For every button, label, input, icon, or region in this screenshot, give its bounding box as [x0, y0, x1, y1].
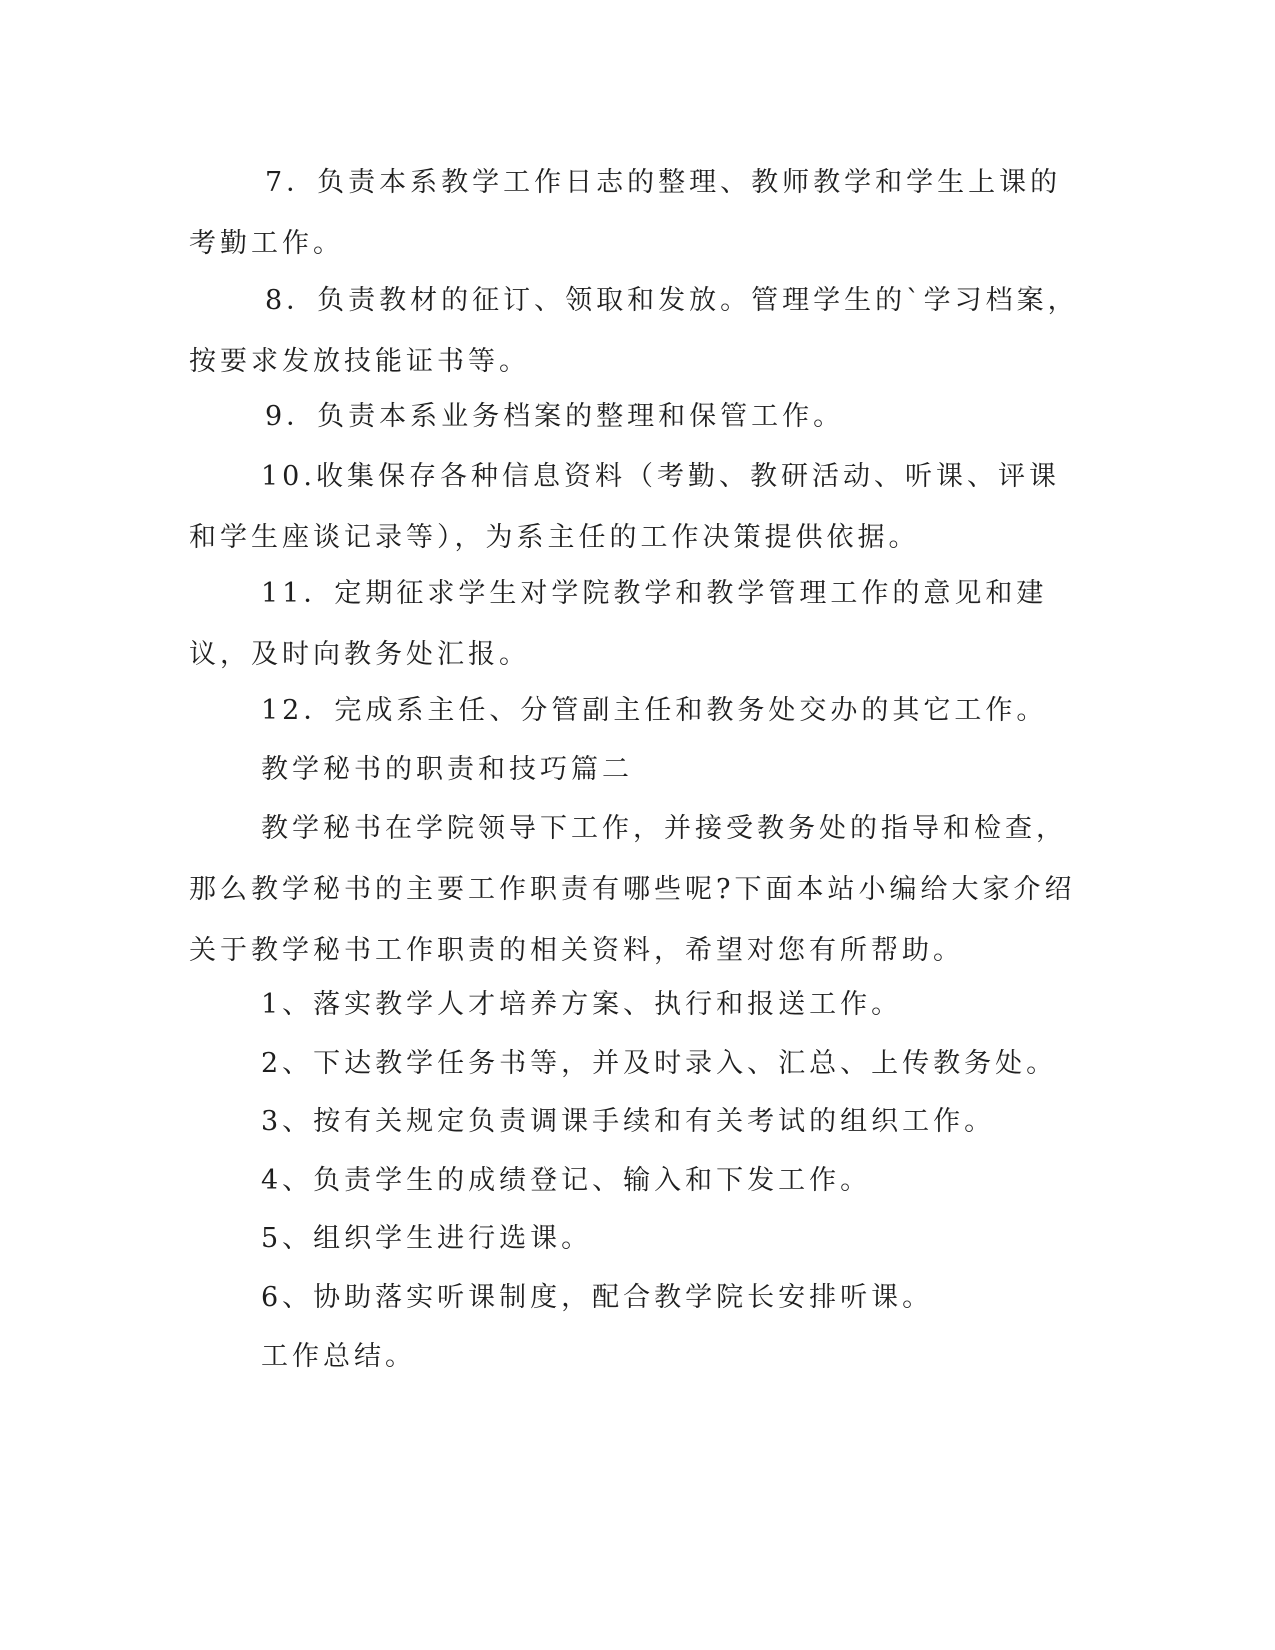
duty-item-5: 5、组织学生进行选课。: [261, 1223, 593, 1254]
duty-item-6: 6、协助落实听课制度，配合教学院长安排听课。: [261, 1282, 934, 1313]
duty-item-3: 3、按有关规定负责调课手续和有关考试的组织工作。: [261, 1106, 996, 1137]
paragraph-item-10: 10.收集保存各种信息资料（考勤、教研活动、听课、评课和学生座谈记录等），为系主任的工作决策提供依据。: [189, 461, 1060, 553]
closing-line: 工作总结。: [261, 1341, 416, 1372]
paragraph-item-12: 12．完成系主任、分管副主任和教务处交办的其它工作。: [261, 695, 1048, 726]
paragraph-item-8: 8．负责教材的征订、领取和发放。管理学生的`学习档案，按要求发放技能证书等。: [189, 285, 1079, 377]
paragraph-item-7: 7．负责本系教学工作日志的整理、教师教学和学生上课的考勤工作。: [189, 167, 1062, 259]
intro-paragraph: 教学秘书在学院领导下工作，并接受教务处的指导和检查，那么教学秘书的主要工作职责有哪些呢?下面本站小编给大家介绍关于教学秘书工作职责的相关资料，希望对您有所帮助。: [189, 813, 1076, 966]
paragraph-item-11: 11．定期征求学生对学院教学和教学管理工作的意见和建议，及时向教务处汇报。: [189, 578, 1048, 670]
section-heading: 教学秘书的职责和技巧篇二: [261, 754, 633, 785]
duty-item-4: 4、负责学生的成绩登记、输入和下发工作。: [261, 1165, 872, 1196]
duty-item-1: 1、落实教学人才培养方案、执行和报送工作。: [261, 989, 903, 1020]
paragraph-item-9: 9．负责本系业务档案的整理和保管工作。: [265, 401, 845, 432]
duty-item-2: 2、下达教学任务书等，并及时录入、汇总、上传教务处。: [261, 1048, 1058, 1079]
